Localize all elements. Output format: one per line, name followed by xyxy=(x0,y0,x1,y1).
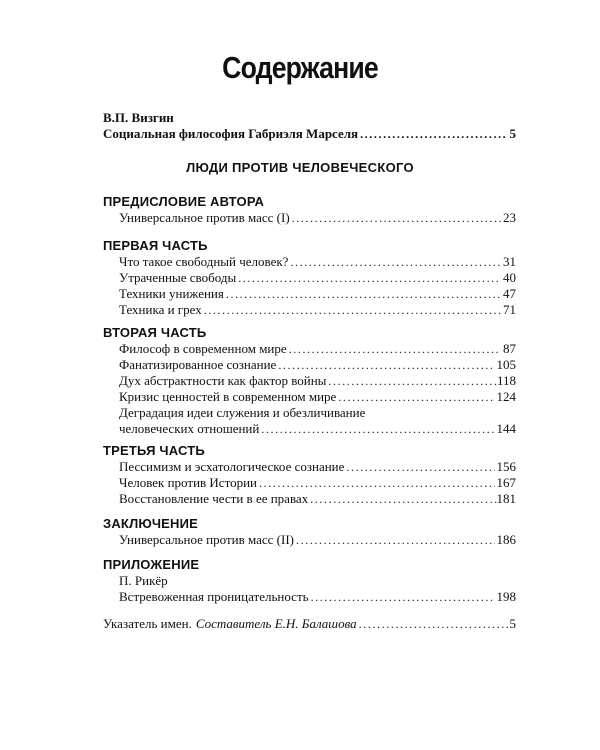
dot-leader xyxy=(226,286,501,302)
book-title: ЛЮДИ ПРОТИВ ЧЕЛОВЕЧЕСКОГО xyxy=(186,160,414,175)
dot-leader xyxy=(338,389,494,405)
dot-leader xyxy=(289,341,501,357)
entry-label: Универсальное против масс (II) xyxy=(119,532,294,547)
entry-label: Утраченные свободы xyxy=(119,270,237,285)
entry-label: Дух абстрактности как фактор войны xyxy=(119,373,327,388)
section-heading: ТРЕТЬЯ ЧАСТЬ xyxy=(103,443,205,458)
entry-label: человеческих отношений xyxy=(119,421,260,436)
entry-page: 167 xyxy=(496,475,516,490)
toc-entry[interactable] xyxy=(119,389,516,405)
toc-entry[interactable] xyxy=(119,459,516,475)
entry-page: 5 xyxy=(509,616,516,631)
entry-page: 23 xyxy=(503,210,516,225)
entry-label: Пессимизм и эсхатологическое сознание xyxy=(119,459,345,474)
index-entry[interactable] xyxy=(103,616,516,632)
intro-article-entry[interactable] xyxy=(103,126,516,142)
entry-page: 118 xyxy=(496,373,516,388)
toc-entry[interactable] xyxy=(119,532,516,548)
toc-entry[interactable] xyxy=(119,373,516,389)
toc-entry[interactable] xyxy=(119,210,516,226)
entry-page: 71 xyxy=(503,302,516,317)
entry-label: Техника и грех xyxy=(119,302,202,317)
section-heading: ПРЕДИСЛОВИЕ АВТОРА xyxy=(103,194,265,209)
dot-leader xyxy=(261,421,494,437)
entry-page: 198 xyxy=(496,589,516,604)
entry-label: Фанатизированное сознание xyxy=(119,357,277,372)
entry-page: 5 xyxy=(509,126,516,141)
entry-label: Встревоженная проницательность xyxy=(119,589,309,604)
dot-leader xyxy=(311,589,495,605)
dot-leader xyxy=(259,475,495,491)
toc-entry[interactable] xyxy=(119,270,516,286)
dot-leader xyxy=(292,210,501,226)
entry-label: Техники унижения xyxy=(119,286,224,301)
toc-entry[interactable] xyxy=(119,302,516,318)
entry-page: 105 xyxy=(496,357,516,372)
toc-entry[interactable] xyxy=(119,421,516,437)
dot-leader xyxy=(360,126,507,142)
entry-page: 181 xyxy=(496,491,516,506)
dot-leader xyxy=(296,532,495,548)
toc-entry[interactable] xyxy=(119,254,516,270)
entry-label: Философ в современном мире xyxy=(119,341,287,356)
entry-label: Восстановление чести в ее правах xyxy=(119,491,309,506)
section-heading: ПЕРВАЯ ЧАСТЬ xyxy=(103,238,208,253)
section-heading: ЗАКЛЮЧЕНИЕ xyxy=(103,516,199,531)
page-title: Содержание xyxy=(222,50,378,85)
index-compiler: Составитель Е.Н. Балашова xyxy=(195,616,357,631)
entry-label: Кризис ценностей в современном мире xyxy=(119,389,337,404)
entry-label: Что такое свободный человек? xyxy=(119,254,289,269)
index-label: Указатель имен. xyxy=(103,616,192,631)
toc-entry[interactable] xyxy=(119,286,516,302)
entry-label: Человек против Истории xyxy=(119,475,257,490)
entry-page: 87 xyxy=(503,341,516,356)
entry-label: Универсальное против масс (I) xyxy=(119,210,290,225)
entry-page: 31 xyxy=(503,254,516,269)
intro-author: В.П. Визгин xyxy=(103,110,174,125)
entry-page: 124 xyxy=(496,389,516,404)
toc-entry[interactable] xyxy=(119,357,516,373)
section-heading: ВТОРАЯ ЧАСТЬ xyxy=(103,325,207,340)
toc-entry[interactable] xyxy=(119,475,516,491)
toc-entry[interactable] xyxy=(119,341,516,357)
dot-leader xyxy=(290,254,501,270)
entry-page: 156 xyxy=(496,459,516,474)
dot-leader xyxy=(278,357,494,373)
dot-leader xyxy=(238,270,501,286)
entry-page: 186 xyxy=(496,532,516,547)
dot-leader xyxy=(328,373,497,389)
dot-leader xyxy=(359,616,508,632)
toc-entry[interactable] xyxy=(119,491,516,507)
dot-leader xyxy=(310,491,496,507)
entry-label: Социальная философия Габриэля Марселя xyxy=(103,126,359,141)
entry-page: 40 xyxy=(503,270,516,285)
toc-entry[interactable] xyxy=(119,589,516,605)
dot-leader xyxy=(204,302,501,318)
section-heading: ПРИЛОЖЕНИЕ xyxy=(103,557,200,572)
entry-page: 144 xyxy=(496,421,516,436)
entry-label-line1: Деградация идеи служения и обезличивание xyxy=(119,405,366,420)
dot-leader xyxy=(346,459,494,475)
entry-page: 47 xyxy=(503,286,516,301)
entry-label-line1: П. Рикёр xyxy=(119,573,168,588)
